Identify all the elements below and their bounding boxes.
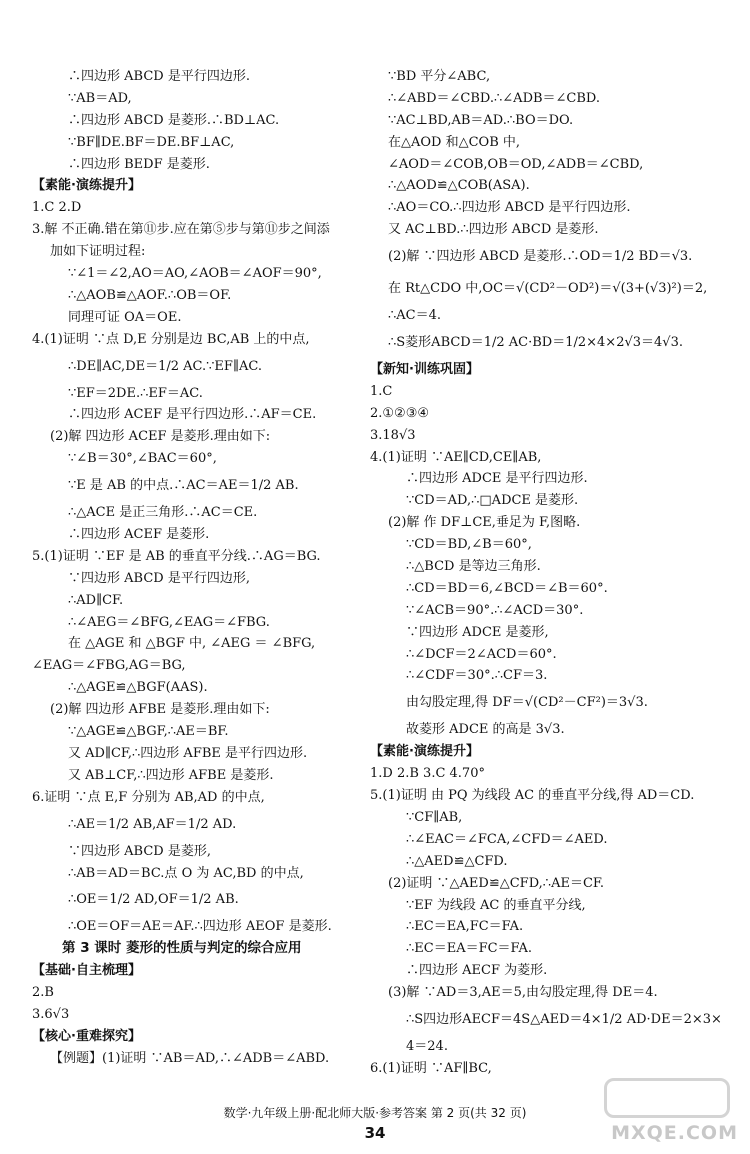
right-line: 【素能·演练提升】 (370, 744, 479, 760)
left-line: ∵四边形 ABCD 是菱形, (68, 843, 211, 859)
left-line: ∵EF＝2DE.∴EF＝AC. (68, 385, 203, 401)
left-line: ∵E 是 AB 的中点.∴AC＝AE＝1/2 AB. (68, 478, 299, 494)
right-line: ∵四边形 ADCE 是菱形, (406, 624, 549, 640)
left-line: ∵BF∥DE.BF＝DE.BF⊥AC, (68, 134, 235, 150)
right-line: (2)解 作 DF⊥CE,垂足为 F,图略. (388, 515, 581, 531)
right-line: ∵CD＝AD,∴□ADCE 是菱形. (406, 493, 579, 509)
right-line: 1.C (370, 383, 393, 399)
left-line: ∵四边形 ABCD 是平行四边形, (68, 570, 250, 586)
watermark-logo-icon (604, 1078, 730, 1118)
right-line: 由勾股定理,得 DF＝√(CD²－CF²)＝3√3. (406, 695, 648, 711)
left-line: 又 AD∥CF,∴四边形 AFBE 是平行四边形. (68, 745, 308, 761)
left-line: 【基础·自主梳理】 (32, 963, 141, 979)
right-line: ∴∠CDF＝30°.∴CF＝3. (406, 668, 548, 684)
right-line: (3)解 ∵AD＝3,AE＝5,由勾股定理,得 DE＝4. (388, 985, 658, 1001)
right-line: ∠AOD＝∠COB,OB＝OD,∠ADB＝∠CBD, (388, 156, 644, 172)
left-line: ∴△AOB≌△AOF.∴OB＝OF. (68, 287, 232, 303)
left-line: ∴AD∥CF. (68, 592, 124, 608)
left-line: 【例题】(1)证明 ∵AB＝AD,∴∠ADB＝∠ABD. (50, 1050, 330, 1066)
left-column (32, 66, 372, 1070)
left-line: 第 3 课时 菱形的性质与判定的综合应用 (62, 940, 302, 957)
left-line: 同理可证 OA＝OE. (68, 309, 182, 325)
right-line: ∴AO＝CO.∴四边形 ABCD 是平行四边形. (388, 200, 631, 216)
right-line: ∴S四边形AECF＝4S△AED＝4×1/2 AD·DE＝2×3× (406, 1011, 722, 1027)
left-line: 在 △AGE 和 △BGF 中, ∠AEG ＝ ∠BFG, (68, 636, 316, 652)
left-line: ∵AB＝AD, (68, 90, 132, 106)
left-line: ∴OE＝1/2 AD,OF＝1/2 AB. (68, 892, 239, 908)
right-line: ∴△AED≌△CFD. (406, 853, 508, 869)
left-line: ∴四边形 BEDF 是菱形. (68, 156, 210, 172)
right-line: ∴△AOD≌△COB(ASA). (388, 178, 530, 194)
right-line: ∴∠EAC＝∠FCA,∠CFD＝∠AED. (406, 831, 608, 847)
right-line: 6.(1)证明 ∵AF∥BC, (370, 1060, 492, 1076)
left-line: ∴DE∥AC,DE＝1/2 AC.∵EF∥AC. (68, 358, 262, 374)
page-number: 34 (364, 1124, 386, 1142)
right-line: ∵CD＝BD,∠B＝60°, (406, 537, 532, 553)
left-line: ∵△AGE≌△BGF,∴AE＝BF. (68, 724, 229, 740)
right-line: 1.D 2.B 3.C 4.70° (370, 766, 485, 782)
left-line: 【核心·重难探究】 (32, 1028, 141, 1044)
right-line: ∵CF∥AB, (406, 809, 463, 825)
right-line: 2.①②③④ (370, 405, 430, 421)
left-line: 2.B (32, 985, 54, 1001)
right-line: (2)证明 ∵△AED≌△CFD,∴AE＝CF. (388, 875, 605, 891)
left-line: 又 AB⊥CF,∴四边形 AFBE 是菱形. (68, 767, 274, 783)
right-line: ∴∠DCF＝2∠ACD＝60°. (406, 646, 557, 662)
left-line: ∴△ACE 是正三角形.∴AC＝CE. (68, 505, 258, 521)
right-line: ∴四边形 AECF 为菱形. (406, 963, 548, 979)
right-line: ∵AC⊥BD,AB＝AD.∴BO＝DO. (388, 112, 574, 128)
right-line: 4＝24. (406, 1038, 448, 1054)
right-line: 在△AOD 和△COB 中, (388, 134, 521, 150)
right-line: 3.18√3 (370, 427, 416, 443)
left-line: ∴四边形 ABCD 是平行四边形. (68, 69, 250, 84)
left-line: 1.C 2.D (32, 200, 82, 216)
right-line: 【新知·训练巩固】 (370, 362, 479, 378)
right-line: ∴CD＝BD＝6,∠BCD＝∠B＝60°. (406, 580, 608, 596)
right-line: ∴EC＝EA＝FC＝FA. (406, 941, 532, 957)
right-line: ∴S菱形ABCD＝1/2 AC·BD＝1/2×4×2√3＝4√3. (388, 335, 683, 351)
right-column (370, 66, 730, 1080)
right-line: ∴∠ABD＝∠CBD.∴∠ADB＝∠CBD. (388, 90, 601, 106)
right-line: 在 Rt△CDO 中,OC＝√(CD²－OD²)＝√(3+(√3)²)＝2, (388, 281, 708, 297)
right-line: ∴AC＝4. (388, 308, 442, 324)
right-line: ∴四边形 ADCE 是平行四边形. (406, 471, 588, 487)
left-line: ∠EAG＝∠FBG,AG＝BG, (32, 658, 186, 674)
right-line: 5.(1)证明 由 PQ 为线段 AC 的垂直平分线,得 AD＝CD. (370, 788, 695, 804)
left-line: 6.证明 ∵点 E,F 分别为 AB,AD 的中点, (32, 789, 265, 805)
right-line: 又 AC⊥BD.∴四边形 ABCD 是菱形. (388, 222, 599, 238)
page-footer: 数学·九年级上册·配北师大版·参考答案 第 2 页(共 32 页) (223, 1106, 527, 1120)
left-line: ∴AE＝1/2 AB,AF＝1/2 AD. (68, 816, 237, 832)
right-line: 4.(1)证明 ∵AE∥CD,CE∥AB, (370, 449, 542, 465)
left-line: ∴四边形 ABCD 是菱形.∴BD⊥AC. (68, 112, 280, 128)
right-line: ∴EC＝EA,FC＝FA. (406, 919, 524, 935)
left-line: 【素能·演练提升】 (32, 178, 141, 194)
watermark-text: MXQE.COM (611, 1122, 738, 1144)
left-line: (2)解 四边形 AFBE 是菱形.理由如下: (50, 702, 270, 718)
right-line: ∴△BCD 是等边三角形. (406, 559, 541, 575)
left-line: 3.6√3 (32, 1006, 70, 1022)
left-line: (2)解 四边形 ACEF 是菱形.理由如下: (50, 429, 271, 445)
right-line: ∵BD 平分∠ABC, (388, 69, 491, 84)
right-line: 故菱形 ADCE 的高是 3√3. (406, 722, 565, 738)
left-line: ∴△AGE≌△BGF(AAS). (68, 680, 208, 696)
right-line: ∵EF 为线段 AC 的垂直平分线, (406, 897, 586, 913)
left-line: 3.解 不正确.错在第⑪步.应在第⑤步与第⑪步之间添 (32, 222, 330, 238)
left-line: ∴四边形 ACEF 是菱形. (68, 527, 210, 543)
left-line: ∵∠1＝∠2,AO＝AO,∠AOB＝∠AOF＝90°, (68, 266, 322, 282)
left-line: 4.(1)证明 ∵点 D,E 分别是边 BC,AB 上的中点, (32, 331, 310, 347)
left-line: ∴AB＝AD＝BC.点 O 为 AC,BD 的中点, (68, 865, 304, 881)
left-line: ∴OE＝OF＝AE＝AF.∴四边形 AEOF 是菱形. (68, 919, 332, 935)
left-line: 加如下证明过程: (50, 244, 146, 260)
left-line: ∵∠B＝30°,∠BAC＝60°, (68, 451, 217, 467)
right-line: (2)解 ∵四边形 ABCD 是菱形.∴OD＝1/2 BD＝√3. (388, 249, 693, 265)
left-line: ∴∠AEG＝∠BFG,∠EAG＝∠FBG. (68, 614, 270, 630)
right-line: ∵∠ACB＝90°.∴∠ACD＝30°. (406, 602, 584, 618)
left-line: 5.(1)证明 ∵EF 是 AB 的垂直平分线.∴AG＝BG. (32, 548, 321, 564)
left-line: ∴四边形 ACEF 是平行四边形.∴AF＝CE. (68, 407, 317, 423)
